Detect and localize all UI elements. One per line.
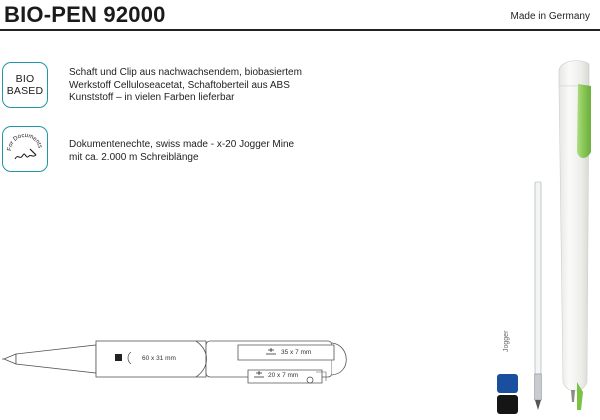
print-area-clip-bottom-label: 20 x 7 mm — [268, 372, 299, 379]
for-documents-signature-icon — [2, 126, 48, 172]
pen-product-image — [553, 56, 600, 416]
feature-description-refill — [69, 139, 329, 164]
bio-based-badge-icon — [2, 62, 48, 108]
pen-technical-drawing — [0, 325, 360, 395]
svg-text:For Documents — [7, 133, 43, 151]
bio-badge-line-2: BASED — [6, 85, 44, 97]
title-divider — [0, 29, 600, 31]
feature-line: Dokumentenechte, swiss made - x-20 Jogger Mine — [69, 139, 295, 150]
product-title: BIO-PEN 92000 — [4, 2, 166, 27]
for-documents-arc-text: For Documents — [6, 132, 43, 152]
bio-badge-line-1: BIO — [15, 73, 35, 85]
ink-swatch-blue — [497, 374, 518, 393]
feature-line: Werkstoff Celluloseacetat, Schaftoberteil aus ABS — [69, 79, 290, 91]
refill-drawing — [528, 180, 548, 412]
signature-graphic — [3, 127, 47, 171]
feature-line: Kunststoff – in vielen Farben lieferbar — [69, 92, 235, 103]
feature-description-material — [69, 67, 329, 105]
made-in-label: Made in Germany — [510, 11, 590, 22]
refill-label: Jogger — [503, 330, 510, 352]
ink-swatch-black — [497, 395, 518, 414]
print-area-barrel-label: 60 x 31 mm — [142, 355, 176, 362]
feature-line: mit ca. 2.000 m Schreiblänge — [69, 151, 199, 163]
print-area-clip-top-label: 35 x 7 mm — [281, 349, 312, 356]
feature-line: Schaft und Clip aus nachwachsendem, biobasiertem — [69, 67, 302, 78]
